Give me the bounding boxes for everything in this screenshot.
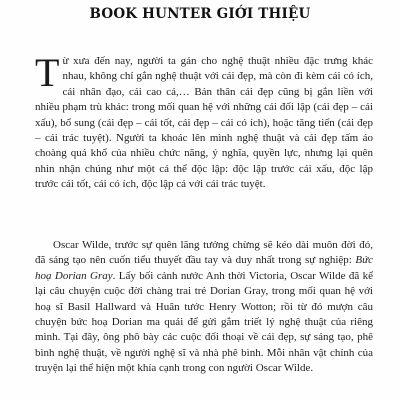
page-title: BOOK HUNTER GIỚI THIỆU	[89, 6, 311, 22]
oscar-wilde-paragraph	[35, 238, 373, 377]
paragraph-text-end: . Lấy bối cảnh nước Anh thời Victoria, Oscar Wilde đã kể lại câu chuyện cuộc đời chàng trai trẻ Dorian Gray, trong mối quan hệ với hoạ sĩ Basil Hallward và Huân tước Henry Wotton; rồi từ đó mượn câu chuyện bức hoạ Dorian ma quái để gửi gắm triết lý nghệ thuật của riêng mình. Tại đây, ông phô bày các cuộc đối thoại về cái đẹp, sự sáng tạo, phê bình nghệ thuật, về người nghệ sĩ và nhà phê bình. Mỗi nhân vật chính của truyện lại thể hiện một khía cạnh trong con người Oscar Wilde.	[35, 269, 374, 375]
intro-paragraph	[35, 50, 373, 193]
drop-cap: T	[35, 50, 60, 95]
intro-paragraph-text: ừ xưa đến nay, người ta gán cho nghệ thuật nhiều đặc trưng khác nhau, không chỉ gắn nghệ thuật với cái đẹp, mà còn đi kèm cái có ích, cái nhân đạo, cái cao cả,… Bản thân cái đẹp cũng bị gắn liền với nhiều phạm trù khác: trong mối quan hệ với những cái đối lập (cái đẹp – cái xấu), bổ sung (cái đẹp – cái tốt, cái đẹp – cái có ích), hoặc tăng tiến (cái đẹp – cái trác tuyệt). Người ta khoác lên mình nghệ thuật và cái đẹp tấm áo choàng quá khổ của nhiều chức năng, ý nghĩa, quyền lực, nhưng lại quên nhìn nhận chúng như một cá thể độc lập: độc lập trước cái xấu, độc lập trước cái tốt, cái có ích, độc lập cả với cái trác tuyệt.	[35, 55, 373, 191]
book-title: Bức hoạ Dorian Gray	[35, 254, 373, 282]
paragraph-text-start: Oscar Wilde, trước sự quên lãng tưởng chừng sẽ kéo dài muôn đời đó, đã sáng tạo nên cuốn tiểu thuyết đầu tay và duy nhất trong sự nghiệp:	[35, 239, 373, 267]
